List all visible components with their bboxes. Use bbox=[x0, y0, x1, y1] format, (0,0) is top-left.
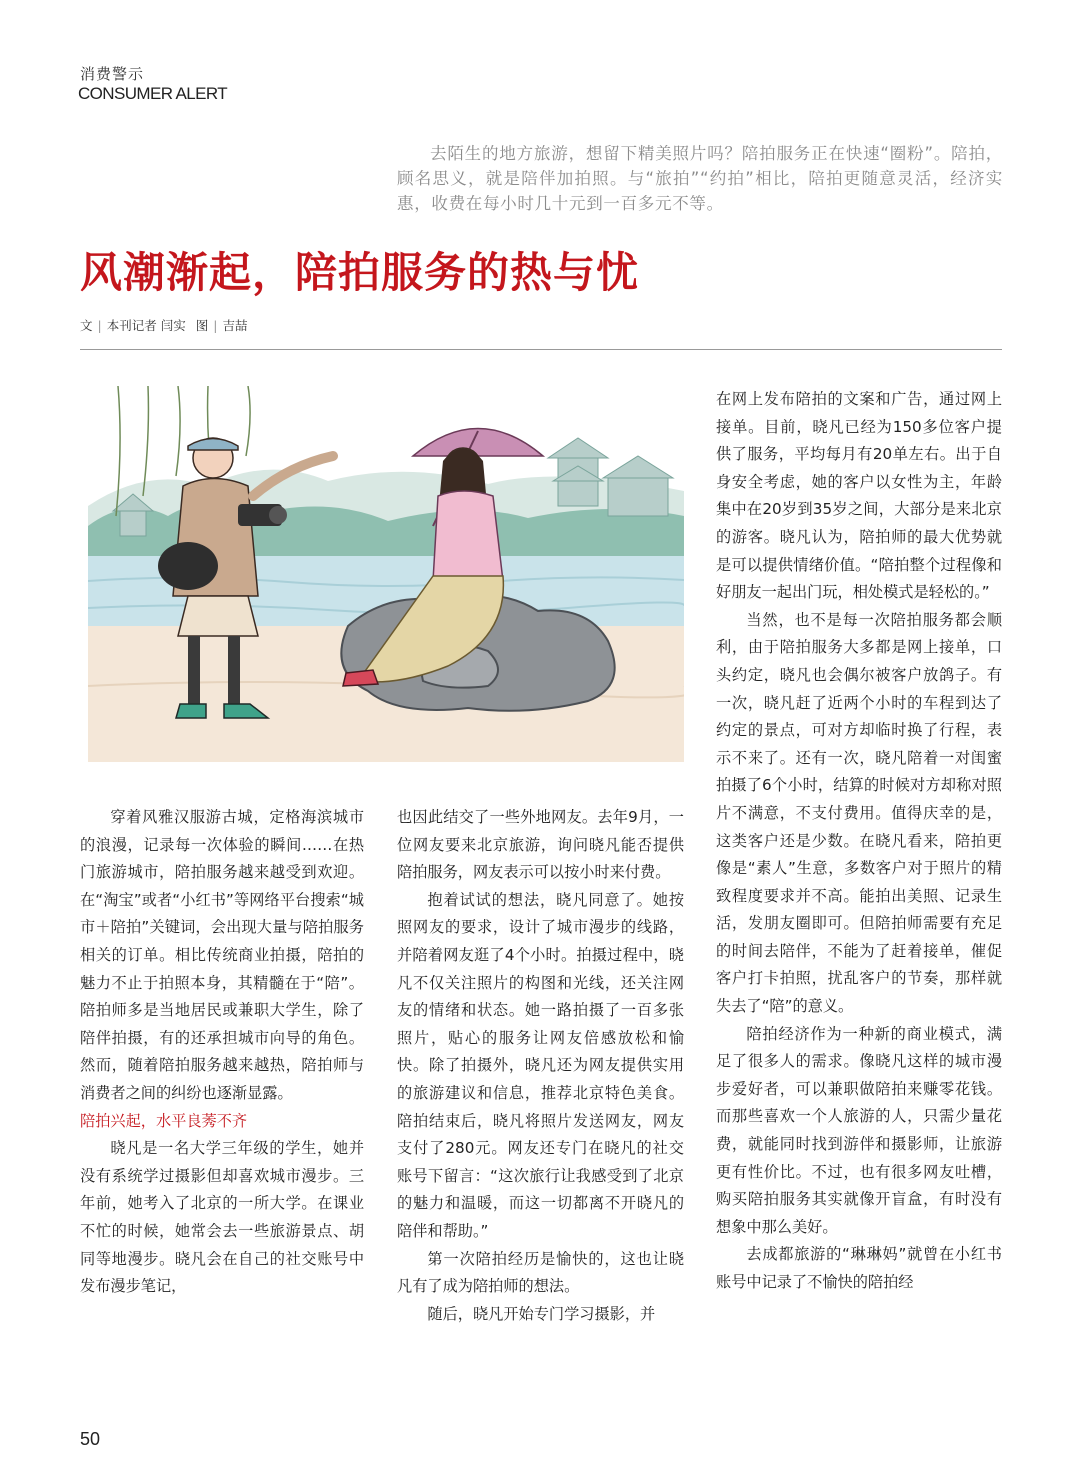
paragraph: 抱着试试的想法，晓凡同意了。她按照网友的要求，设计了城市漫步的线路，并陪着网友逛了4个小时。拍摄过程中，晓凡不仅关注照片的构图和光线，还关注网友的情绪和状态。她一路拍摄了一百多张照片，贴心的服务让网友倍感放松和愉快。除了拍摄外，晓凡还为网友提供实用的旅游建议和信息，推荐北京特色美食。陪拍结束后，晓凡将照片发送网友，网友支付了280元。网友还专门在晓凡的社交账号下留言：“这次旅行让我感受到了北京的魅力和温暖，而这一切都离不开晓凡的陪伴和帮助。” bbox=[397, 890, 684, 1240]
paragraph: 随后，晓凡开始专门学习摄影，并 bbox=[427, 1304, 656, 1323]
byline-illustrator: 吉喆 bbox=[222, 318, 248, 333]
subheading: 陪拍兴起，水平良莠不齐 bbox=[80, 1111, 248, 1130]
paragraph: 在网上发布陪拍的文案和广告，通过网上接单。目前，晓凡已经为150多位客户提供了服务，平均每月有20单左右。出于自身安全考虑，她的客户以女性为主，年龄集中在20岁到35岁之间，大部分是来北京的游客。晓凡认为，陪拍师的最大优势就是可以提供情绪价值。“陪拍整个过程像和好朋友一起出门玩，相处模式是轻松的。” bbox=[716, 390, 1002, 602]
column-1 bbox=[80, 804, 364, 1301]
paragraph: 去成都旅游的“琳琳妈”就曾在小红书账号中记录了不愉快的陪拍经 bbox=[716, 1245, 1002, 1291]
byline-text-label: 文 bbox=[80, 318, 93, 333]
paragraph: 第一次陪拍经历是愉快的，这也让晓凡有了成为陪拍师的想法。 bbox=[397, 1249, 684, 1296]
paragraph: 穿着风雅汉服游古城，定格海滨城市的浪漫，记录每一次体验的瞬间……在热门旅游城市，陪拍服务越来越受到欢迎。在“淘宝”或者“小红书”等网络平台搜索“城市＋陪拍”关键词，会出现大量与陪拍服务相关的订单。相比传统商业拍摄，陪拍的魅力不止于拍照本身，其精髓在于“陪”。陪拍师多是当地居民或兼职大学生，除了陪伴拍摄，有的还承担城市向导的角色。然而，随着陪拍服务越来越热，陪拍师与消费者之间的纠纷也逐渐显露。 bbox=[80, 808, 364, 1102]
divider bbox=[80, 349, 1002, 350]
byline: 文 | 本刊记者 闫实 图 | 吉喆 bbox=[80, 318, 248, 333]
column-2 bbox=[397, 804, 684, 1328]
illustration-icon bbox=[88, 386, 684, 762]
paragraph: 当然，也不是每一次陪拍服务都会顺利，由于陪拍服务大多都是网上接单，口头约定，晓凡也会偶尔被客户放鸽子。有一次，晓凡赶了近两个小时的车程到达了约定的景点，可对方却临时换了行程，表示不来了。还有一次，晓凡陪着一对闺蜜拍摄了6个小时，结算的时候对方却称对照片不满意，不支付费用。值得庆幸的是，这类客户还是少数。在晓凡看来，陪拍更像是“素人”生意，多数客户对于照片的精致程度要求并不高。能拍出美照、记录生活，发朋友圈即可。但陪拍师需要有充足的时间去陪伴，不能为了赶着接单，催促客户打卡拍照，扰乱客户的节奏，那样就失去了“陪”的意义。 bbox=[716, 610, 1002, 1016]
byline-image-label: 图 bbox=[195, 318, 209, 333]
section-label-en: CONSUMER ALERT bbox=[78, 84, 228, 103]
column-3 bbox=[716, 386, 1002, 1297]
section-label: 消费警示 bbox=[80, 65, 145, 83]
lead-paragraph: 去陌生的地方旅游，想留下精美照片吗？陪拍服务正在快速“圈粉”。陪拍，顾名思义，就是陪伴加拍照。与“旅拍”“约拍”相比，陪拍更随意灵活，经济实惠，收费在每小时几十元到一百多元不等。 bbox=[397, 144, 1003, 213]
page-number: 50 bbox=[80, 1429, 101, 1449]
paragraph: 也因此结交了一些外地网友。去年9月，一位网友要来北京旅游，询问晓凡能否提供陪拍服务，网友表示可以按小时来付费。 bbox=[397, 808, 684, 882]
paragraph: 晓凡是一名大学三年级的学生，她并没有系统学过摄影但却喜欢城市漫步。三年前，她考入了北京的一所大学。在课业不忙的时候，她常会去一些旅游景点、胡同等地漫步。晓凡会在自己的社交账号中发布漫步笔记， bbox=[80, 1139, 364, 1296]
article-title: 风潮渐起，陪拍服务的热与忧 bbox=[80, 248, 640, 297]
byline-author: 本刊记者 闫实 bbox=[106, 318, 186, 333]
paragraph: 陪拍经济作为一种新的商业模式，满足了很多人的需求。像晓凡这样的城市漫步爱好者，可以兼职做陪拍来赚零花钱。而那些喜欢一个人旅游的人，只需少量花费，就能同时找到游伴和摄影师，让旅游更有性价比。不过，也有很多网友吐槽，购买陪拍服务其实就像开盲盒，有时没有想象中那么美好。 bbox=[716, 1024, 1002, 1236]
